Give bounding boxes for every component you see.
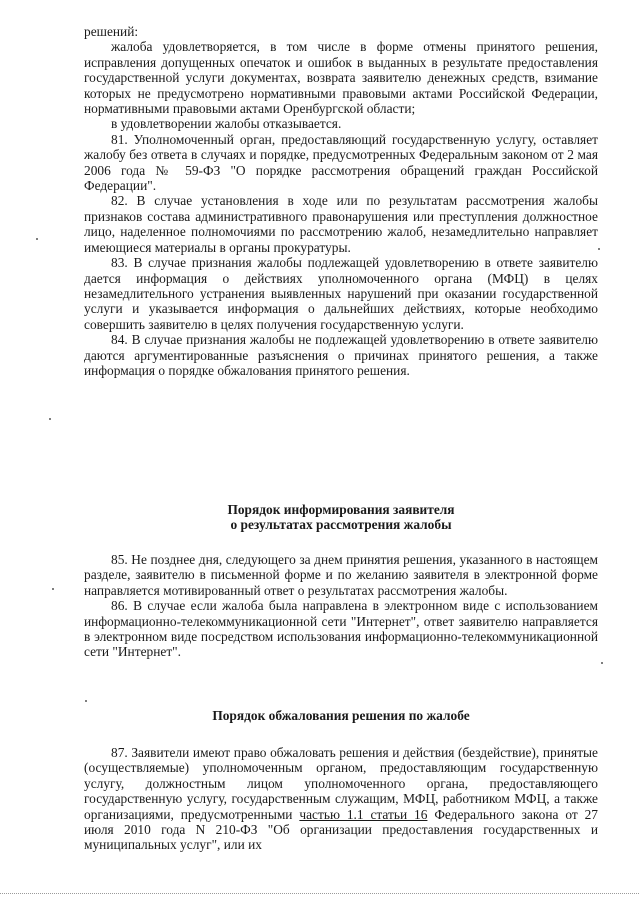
- law-reference-link[interactable]: частью 1.1 статьи 16: [299, 806, 428, 822]
- paragraph-refused: в удовлетворении жалобы отказывается.: [111, 116, 342, 132]
- paragraph-86: 86. В случае если жалоба была направлена в электронном виде с использованием информационно-телекоммуникационной сети "Интернет", ответ заявителю направляется в электронном виде посредством использования информационно-телекоммуникационной сети "Интернет".: [84, 598, 598, 660]
- paragraph-87: [84, 745, 598, 853]
- block-bottom: [84, 745, 598, 853]
- paragraph-82: 82. В случае установления в ходе или по результатам рассмотрения жалобы признаков состава административного правонарушения или преступления должностное лицо, наделенное полномочиями по рассмотрению жалоб, незамедлительно направляет имеющиеся материалы в органы прокуратуры.: [84, 193, 598, 255]
- paragraph-87-part2: Федерального закона от 27 июля 2010 года N 210-ФЗ "Об организации предоставления государственных и муниципальных услуг", или их: [84, 806, 598, 853]
- scan-speck: [49, 418, 51, 420]
- paragraph-satisfied: жалоба удовлетворяется, в том числе в форме отмены принятого решения, исправления допущенных опечаток и ошибок в выданных в результате предоставления государственной услуги документах, возврата заявителю денежных средств, взимание которых не предусмотрено нормативными правовыми актами Российской Федерации, нормативными правовыми актами Оренбургской области;: [84, 39, 598, 117]
- paragraph-85: 85. Не позднее дня, следующего за днем принятия решения, указанного в настоящем разделе, заявителю в письменной форме и по желанию заявителя в электронной форме направляется мотивированный ответ о результатах рассмотрения жалобы.: [84, 552, 598, 598]
- section-heading-informing-line2: о результатах рассмотрения жалобы: [230, 517, 452, 533]
- paragraph-87-part1: 87. Заявители имеют право обжаловать решения и действия (бездействие), принятые (осуществляемые) уполномоченным органом, предоставляющим государственную услугу, должностным лицом уполномоченного органа, предоставляющего государственную услугу, государственным служащим, МФЦ, работником МФЦ, а также организациями, предусмотренными: [84, 745, 598, 822]
- scan-speck: [85, 700, 87, 702]
- section-informing: [84, 502, 598, 533]
- scan-speck: [601, 662, 603, 664]
- section-heading-appeal: Порядок обжалования решения по жалобе: [212, 708, 470, 723]
- paragraph-84: 84. В случае признания жалобы не подлежащей удовлетворению в ответе заявителю даются аргументированные разъяснения о причинах принятого решения, а также информация о порядке обжалования принятого решения.: [84, 332, 598, 378]
- scan-speck: [36, 238, 38, 240]
- top-fragment: решений:: [84, 24, 139, 39]
- block-top: [84, 24, 598, 378]
- scan-speck: [598, 248, 600, 250]
- scan-speck: [52, 588, 54, 590]
- page-bottom-edge: [0, 893, 639, 895]
- section-appeal: [84, 708, 598, 723]
- paragraph-83: 83. В случае признания жалобы подлежащей удовлетворению в ответе заявителю дается информация о действиях уполномоченного органа (МФЦ) в целях незамедлительного устранения выявленных нарушений при оказании государственной услуги и указывается информация о дальнейших действиях, которые необходимо совершить заявителю в целях получения государственную услуги.: [84, 255, 598, 332]
- block-middle: [84, 552, 598, 660]
- paragraph-81: 81. Уполномоченный орган, предоставляющий государственную услугу, оставляет жалобу без ответа в случаях и порядке, предусмотренных Федеральным законом от 2 мая 2006 года № 59-ФЗ "О порядке рассмотрения обращений граждан Российской Федерации".: [84, 131, 598, 194]
- section-heading-informing-line1: Порядок информирования заявителя: [227, 502, 455, 517]
